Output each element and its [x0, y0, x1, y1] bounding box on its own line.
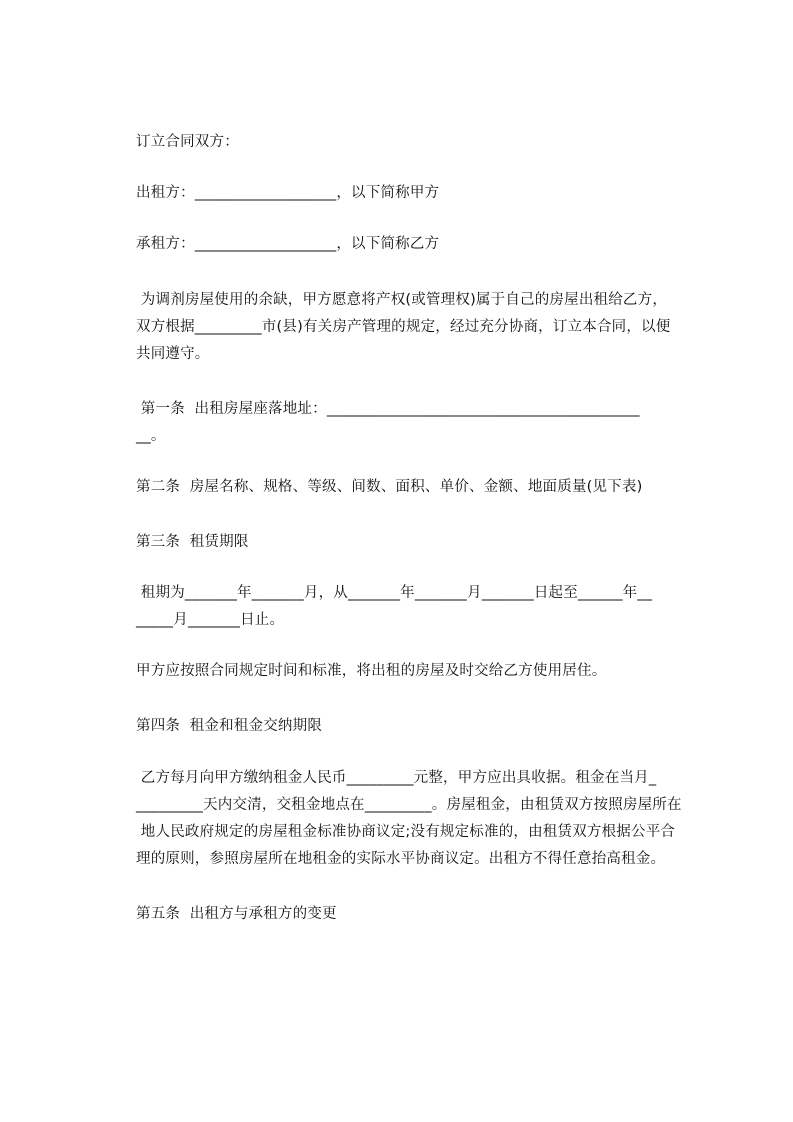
rent-line-2: _________天内交清，交租金地点在_________。房屋租金，由租赁双方按照房屋所在	[136, 797, 682, 813]
article-2: 第二条 房屋名称、规格、等级、间数、面积、单价、金额、地面质量(见下表)	[136, 479, 643, 495]
lessor-line: 出租方：___________________，以下简称甲方	[136, 185, 440, 201]
preamble-line-2: 双方根据_________市(县)有关房产管理的规定，经过充分协商，订立本合同，以便	[136, 319, 671, 335]
article-4-heading: 第四条 租金和租金交纳期限	[136, 718, 323, 734]
lease-term-line-2: _____月_______日止。	[136, 612, 285, 628]
preamble-line-3: 共同遵守。	[136, 346, 210, 362]
handover-clause: 甲方应按照合同规定时间和标准，将出租的房屋及时交给乙方使用居住。	[136, 663, 607, 679]
lessee-line: 承租方：___________________，以下简称乙方	[136, 236, 440, 252]
article-3-heading: 第三条 租赁期限	[136, 534, 249, 550]
article-5-heading: 第五条 出租方与承租方的变更	[136, 906, 337, 922]
article-1-line-2: __。	[136, 428, 166, 444]
rent-line-1: 乙方每月向甲方缴纳租金人民币_________元整，甲方应出具收据。租金在当月_	[136, 770, 657, 786]
rent-line-4: 理的原则，参照房屋所在地租金的实际水平协商议定。出租方不得任意抬高租金。	[136, 851, 666, 867]
parties-heading: 订立合同双方：	[136, 134, 239, 150]
rent-line-3: 地人民政府规定的房屋租金标准协商议定;没有规定标准的，由租赁双方根据公平合	[136, 824, 676, 840]
preamble-line-1: 为调剂房屋使用的余缺，甲方愿意将产权(或管理权)属于自己的房屋出租给乙方，	[136, 292, 668, 308]
article-1-line-1: 第一条 出租房屋座落地址：__________________________________________	[136, 401, 640, 417]
lease-term-line-1: 租期为_______年_______月，从_______年_______月_______日起至______年__	[136, 585, 653, 601]
